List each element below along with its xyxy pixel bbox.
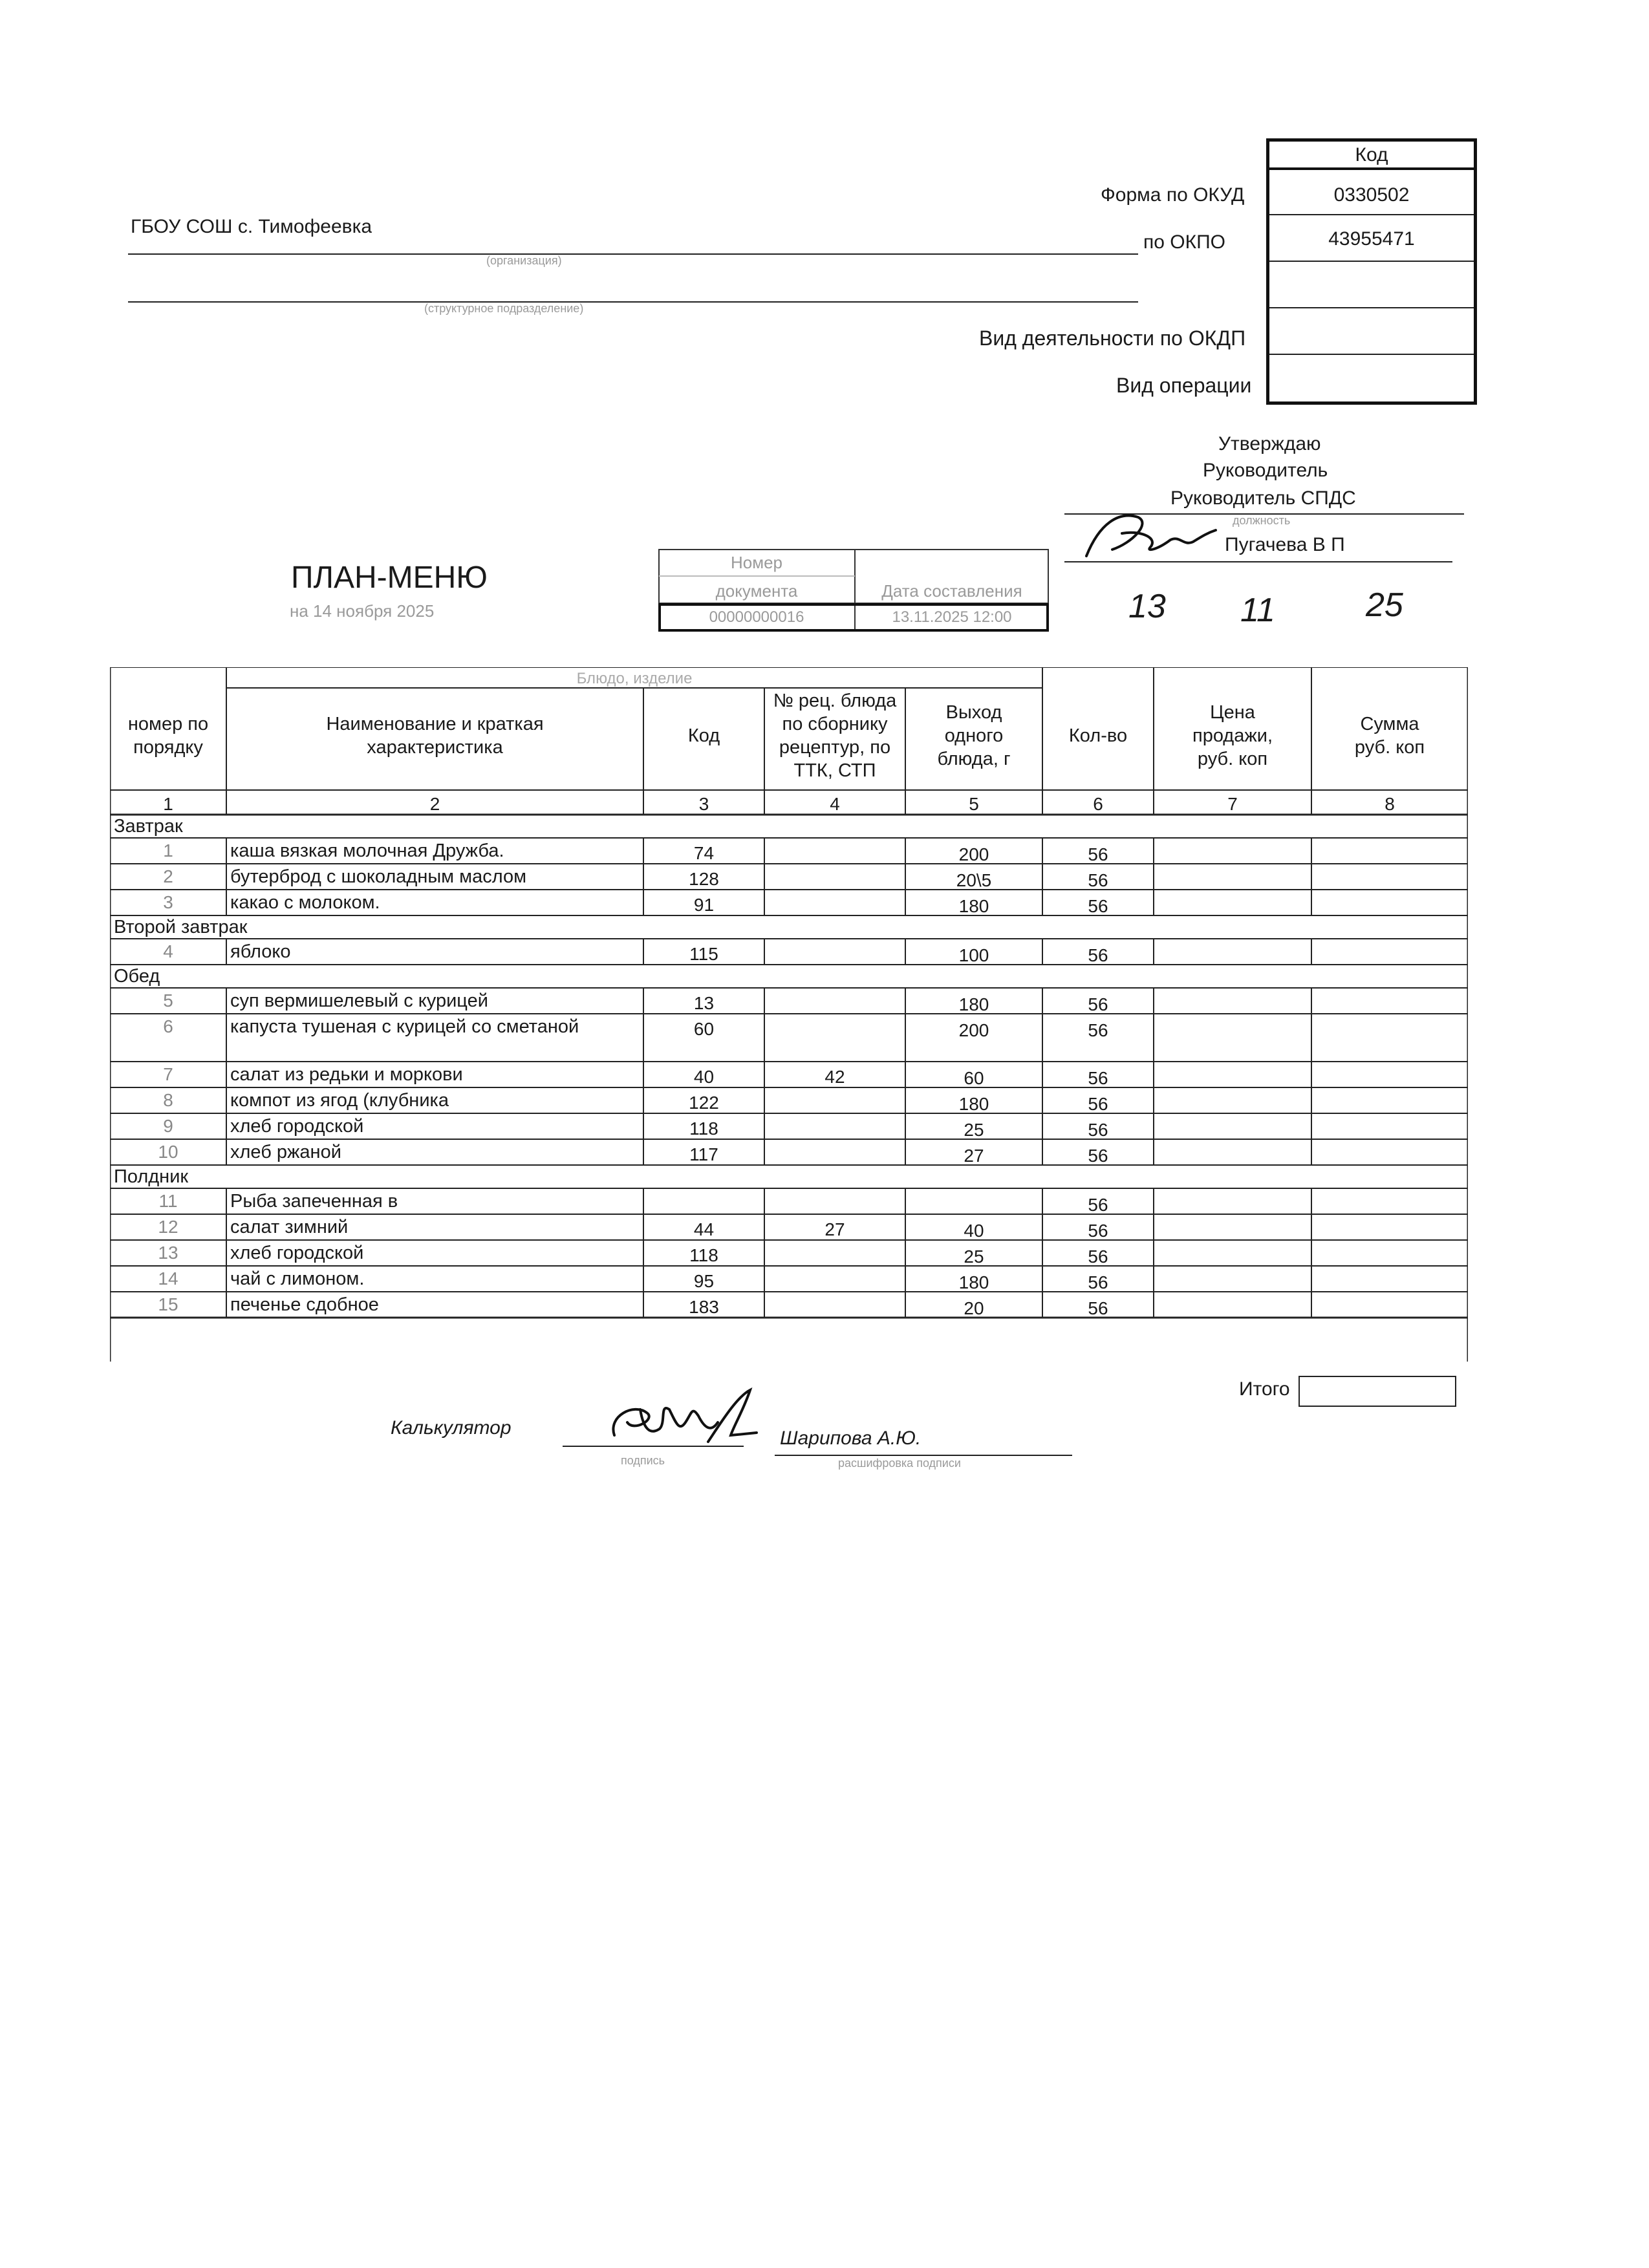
header-yield: одного	[944, 725, 1004, 746]
section-title: Полдник	[114, 1166, 189, 1187]
header-recipe: по сборнику	[782, 714, 888, 734]
organization-caption: (организация)	[486, 254, 562, 267]
row-code: 117	[689, 1144, 718, 1164]
row-name: салат зимний	[230, 1217, 349, 1237]
okud-value: 0330502	[1269, 167, 1474, 214]
row-yield: 25	[964, 1246, 984, 1267]
row-qty: 56	[1088, 1094, 1108, 1114]
okpo-value: 43955471	[1269, 214, 1474, 261]
page-title: ПЛАН-МЕНЮ	[291, 561, 488, 595]
row-name: хлеб ржаной	[230, 1142, 341, 1162]
row-number: 2	[163, 866, 173, 886]
header-price: руб. коп	[1197, 749, 1268, 769]
row-qty: 56	[1088, 1146, 1108, 1166]
header-num: номер по	[127, 714, 209, 734]
date-label: Дата составления	[881, 581, 1022, 601]
row-name: печенье сдобное	[230, 1294, 379, 1315]
row-name: яблоко	[230, 941, 291, 962]
approve-label: Утверждаю	[1218, 433, 1321, 455]
header-num: порядку	[133, 737, 203, 758]
row-number: 1	[163, 840, 173, 861]
row-number: 15	[158, 1294, 178, 1314]
menu-table	[110, 667, 1468, 1362]
row-name: капуста тушеная с курицей со сметаной	[230, 1016, 579, 1037]
doc-number-value: 00000000016	[709, 608, 804, 626]
row-yield: 20	[964, 1298, 984, 1318]
header-sum: руб. коп	[1354, 737, 1425, 758]
section-title: Завтрак	[114, 816, 183, 837]
row-name: Рыба запеченная в	[230, 1191, 398, 1212]
okud-label: Форма по ОКУД	[1101, 184, 1245, 206]
row-yield: 180	[958, 896, 989, 916]
row-code: 91	[693, 895, 715, 915]
row-name: суп вермишелевый с курицей	[230, 990, 488, 1011]
approval-date-year: 25	[1366, 586, 1403, 624]
row-yield: 180	[958, 1272, 989, 1292]
row-name: салат из редьки и моркови	[230, 1064, 463, 1085]
calculator-role: Калькулятор	[391, 1417, 512, 1439]
position-caption: должность	[1233, 514, 1291, 527]
position-value: Руководитель СПДС	[1170, 487, 1356, 509]
approval-date-day: 13	[1128, 588, 1166, 625]
operation-label: Вид операции	[1116, 374, 1252, 397]
row-qty: 56	[1088, 1020, 1108, 1040]
header-qty: Кол-во	[1068, 725, 1128, 746]
row-code: 118	[689, 1118, 718, 1139]
header-code: Код	[687, 725, 720, 746]
row-qty: 56	[1088, 870, 1108, 890]
row-qty: 56	[1088, 1272, 1108, 1292]
row-name: бутерброд с шоколадным маслом	[230, 866, 527, 887]
approval-date-month: 11	[1240, 592, 1275, 629]
row-number: 10	[158, 1142, 178, 1162]
empty-cell-1	[1269, 261, 1474, 307]
row-qty: 56	[1088, 1246, 1108, 1267]
header-price: продажи,	[1192, 725, 1273, 746]
header-yield: блюда, г	[937, 749, 1011, 769]
column-number: 4	[830, 794, 840, 814]
organization-name: ГБОУ СОШ с. Тимофеевка	[131, 216, 372, 237]
row-code: 118	[689, 1245, 718, 1265]
okdp-value	[1269, 307, 1474, 354]
document-number-box	[658, 549, 1049, 632]
header-sum: Сумма	[1360, 714, 1419, 734]
row-yield: 25	[964, 1120, 984, 1140]
section-title: Второй завтрак	[114, 917, 248, 937]
okpo-label: по ОКПО	[1143, 231, 1225, 253]
row-code: 128	[689, 869, 719, 889]
row-qty: 56	[1088, 1068, 1108, 1088]
row-number: 7	[163, 1064, 173, 1084]
header-name: Наименование и краткая	[326, 714, 544, 734]
row-code: 40	[693, 1067, 715, 1087]
header-yield: Выход	[945, 702, 1002, 723]
column-number: 6	[1093, 794, 1103, 814]
column-number: 2	[429, 794, 440, 814]
row-qty: 56	[1088, 1221, 1108, 1241]
page-subtitle: на 14 ноября 2025	[290, 601, 435, 621]
column-number: 7	[1227, 794, 1238, 814]
unit-line	[128, 301, 1138, 303]
row-qty: 56	[1088, 896, 1108, 916]
header-name: характеристика	[367, 737, 503, 758]
row-name: хлеб городской	[230, 1243, 364, 1263]
row-qty: 56	[1088, 994, 1108, 1014]
row-number: 14	[158, 1268, 178, 1289]
row-code: 115	[689, 944, 718, 964]
row-number: 8	[163, 1090, 173, 1110]
row-code: 13	[693, 993, 715, 1013]
code-box-caption: Код	[1355, 144, 1388, 166]
section-title: Обед	[114, 966, 160, 987]
calculator-signature	[595, 1377, 776, 1461]
row-name: каша вязкая молочная Дружба.	[230, 840, 504, 861]
row-name: хлеб городской	[230, 1116, 364, 1137]
row-yield: 40	[964, 1221, 984, 1241]
column-number: 3	[698, 794, 709, 814]
approver-name: Пугачева В П	[1225, 534, 1345, 555]
total-label: Итого	[1239, 1378, 1290, 1400]
column-number: 1	[163, 794, 173, 814]
row-recipe: 27	[824, 1219, 845, 1239]
column-number: 8	[1385, 794, 1395, 814]
header-price: Цена	[1210, 702, 1255, 723]
header-recipe: рецептур, по	[779, 737, 891, 758]
organization-line	[128, 253, 1138, 255]
operation-value	[1269, 354, 1474, 405]
doc-date-value: 13.11.2025 12:00	[892, 608, 1012, 626]
row-code: 122	[689, 1093, 719, 1113]
row-number: 4	[163, 941, 173, 961]
activity-label: Вид деятельности по ОКДП	[979, 326, 1246, 350]
row-qty: 56	[1088, 1195, 1108, 1215]
row-number: 12	[158, 1217, 178, 1237]
row-name: чай с лимоном.	[230, 1268, 365, 1289]
row-qty: 56	[1088, 844, 1108, 864]
row-code: 183	[689, 1297, 719, 1317]
row-code: 74	[693, 843, 715, 863]
row-yield: 20\5	[956, 870, 992, 890]
row-name: компот из ягод (клубника	[230, 1090, 449, 1111]
row-yield: 200	[958, 1020, 989, 1040]
menu-table-text	[110, 667, 1468, 1362]
calculator-name: Шарипова А.Ю.	[780, 1428, 921, 1449]
row-recipe: 42	[824, 1067, 845, 1087]
total-cell	[1299, 1376, 1456, 1407]
header-recipe: № рец. блюда	[773, 690, 897, 711]
group-header: Блюдо, изделие	[576, 670, 693, 687]
row-number: 9	[163, 1116, 173, 1136]
row-name: какао с молоком.	[230, 892, 380, 913]
decoding-line	[775, 1455, 1072, 1456]
row-yield: 180	[958, 1094, 989, 1114]
head-label: Руководитель	[1203, 460, 1328, 481]
number-header: Номер	[730, 553, 783, 572]
row-code: 44	[693, 1219, 715, 1239]
decoding-caption: расшифровка подписи	[838, 1457, 961, 1470]
row-code: 60	[693, 1019, 715, 1039]
signature-caption: подпись	[621, 1454, 665, 1467]
row-qty: 56	[1088, 945, 1108, 965]
row-number: 6	[163, 1016, 173, 1036]
row-yield: 200	[958, 844, 989, 864]
header-recipe: ТТК, СТП	[793, 760, 876, 781]
code-box	[1266, 138, 1477, 405]
doc-number-label: документа	[715, 581, 798, 601]
row-code: 95	[693, 1271, 715, 1291]
column-number: 5	[969, 794, 979, 814]
row-yield: 100	[958, 945, 989, 965]
row-qty: 56	[1088, 1298, 1108, 1318]
row-number: 5	[163, 990, 173, 1011]
row-yield: 27	[964, 1146, 984, 1166]
row-yield: 180	[958, 994, 989, 1014]
row-yield: 60	[964, 1068, 984, 1088]
row-qty: 56	[1088, 1120, 1108, 1140]
unit-caption: (структурное подразделение)	[424, 302, 584, 315]
row-number: 13	[158, 1243, 178, 1263]
row-number: 11	[158, 1191, 178, 1211]
approver-signature	[1061, 498, 1229, 569]
row-number: 3	[163, 892, 173, 912]
